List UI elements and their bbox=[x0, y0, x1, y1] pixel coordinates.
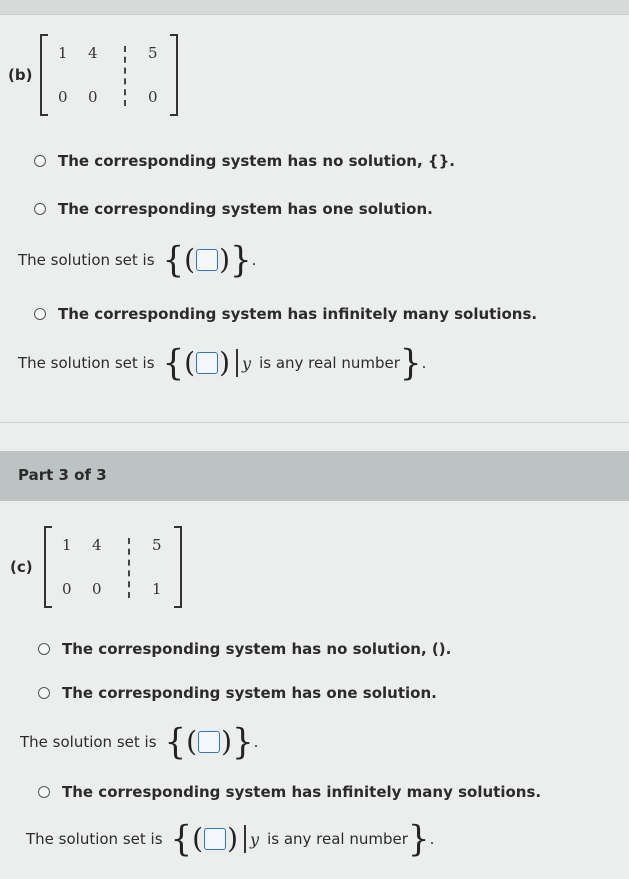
part-c-label: (c) bbox=[10, 558, 33, 576]
matrix-left-bracket bbox=[40, 34, 48, 116]
part-c-option-one-solution[interactable] bbox=[38, 684, 437, 702]
option-label: The corresponding system has no solution, {}. bbox=[58, 152, 455, 170]
radio-button[interactable] bbox=[34, 203, 46, 215]
solution-set-label: The solution set is bbox=[18, 354, 155, 372]
period: . bbox=[251, 251, 257, 269]
option-label: The corresponding system has one solution. bbox=[62, 684, 437, 702]
period: . bbox=[421, 354, 427, 372]
matrix-cell: 5 bbox=[148, 44, 158, 62]
part-c-option-no-solution[interactable] bbox=[38, 640, 451, 658]
right-brace: } bbox=[232, 721, 254, 763]
right-paren: ) bbox=[221, 725, 233, 758]
part-header-title: Part 3 of 3 bbox=[18, 466, 107, 484]
right-paren: ) bbox=[219, 243, 231, 276]
solution-set-label: The solution set is bbox=[20, 733, 157, 751]
augment-separator bbox=[128, 538, 130, 598]
option-label: The corresponding system has infinitely many solutions. bbox=[58, 305, 538, 323]
left-paren: ( bbox=[184, 346, 196, 379]
right-paren: ) bbox=[227, 822, 239, 855]
part-b-infinite-solution-set bbox=[18, 342, 427, 384]
matrix-cell: 4 bbox=[92, 536, 102, 554]
radio-button[interactable] bbox=[38, 643, 50, 655]
matrix-cell: 1 bbox=[62, 536, 72, 554]
variable-y: y bbox=[250, 829, 260, 849]
part-b-option-infinite[interactable] bbox=[34, 305, 537, 323]
option-label: The corresponding system has one solution. bbox=[58, 200, 433, 218]
radio-button[interactable] bbox=[38, 786, 50, 798]
part-b-augmented-matrix bbox=[40, 34, 178, 116]
such-that-bar bbox=[244, 825, 246, 853]
left-paren: ( bbox=[192, 822, 204, 855]
solution-set-label: The solution set is bbox=[18, 251, 155, 269]
condition-text: is any real number bbox=[267, 830, 408, 848]
section-divider bbox=[0, 422, 629, 423]
matrix-cell: 0 bbox=[62, 580, 72, 598]
condition-text: is any real number bbox=[259, 354, 400, 372]
matrix-cell: 0 bbox=[88, 88, 98, 106]
matrix-right-bracket bbox=[170, 34, 178, 116]
radio-button[interactable] bbox=[34, 308, 46, 320]
solution-set-label: The solution set is bbox=[26, 830, 163, 848]
matrix-right-bracket bbox=[174, 526, 182, 608]
matrix-cell: 5 bbox=[152, 536, 162, 554]
matrix-cell: 1 bbox=[152, 580, 162, 598]
matrix-cell: 1 bbox=[58, 44, 68, 62]
answer-input-box[interactable] bbox=[196, 352, 218, 374]
matrix-left-bracket bbox=[44, 526, 52, 608]
such-that-bar bbox=[236, 349, 238, 377]
left-brace: { bbox=[164, 721, 187, 763]
period: . bbox=[429, 830, 435, 848]
part-c-augmented-matrix bbox=[44, 526, 182, 608]
answer-input-box[interactable] bbox=[204, 828, 226, 850]
radio-button[interactable] bbox=[38, 687, 50, 699]
part-c-option-infinite[interactable] bbox=[38, 783, 541, 801]
option-label: The corresponding system has no solution, (). bbox=[62, 640, 452, 658]
left-paren: ( bbox=[184, 243, 196, 276]
variable-y: y bbox=[242, 353, 252, 373]
part-c-one-solution-set bbox=[20, 721, 259, 763]
left-brace: { bbox=[170, 818, 193, 860]
part-c-infinite-solution-set bbox=[26, 818, 435, 860]
right-brace: } bbox=[399, 342, 422, 384]
answer-input-box[interactable] bbox=[198, 731, 220, 753]
left-brace: { bbox=[162, 342, 185, 384]
augment-separator bbox=[124, 46, 126, 106]
period: . bbox=[253, 733, 259, 751]
right-brace: } bbox=[230, 239, 252, 281]
left-paren: ( bbox=[186, 725, 198, 758]
part-b-option-no-solution[interactable] bbox=[34, 152, 455, 170]
matrix-cell: 0 bbox=[148, 88, 158, 106]
right-brace: } bbox=[407, 818, 430, 860]
part-b-one-solution-set bbox=[18, 239, 257, 281]
right-paren: ) bbox=[219, 346, 231, 379]
matrix-cell: 4 bbox=[88, 44, 98, 62]
part-b-option-one-solution[interactable] bbox=[34, 200, 433, 218]
radio-button[interactable] bbox=[34, 155, 46, 167]
answer-input-box[interactable] bbox=[196, 249, 218, 271]
option-label: The corresponding system has infinitely many solutions. bbox=[62, 783, 542, 801]
top-strip bbox=[0, 0, 629, 15]
part-b-label: (b) bbox=[8, 66, 33, 84]
left-brace: { bbox=[162, 239, 185, 281]
matrix-cell: 0 bbox=[92, 580, 102, 598]
matrix-cell: 0 bbox=[58, 88, 68, 106]
